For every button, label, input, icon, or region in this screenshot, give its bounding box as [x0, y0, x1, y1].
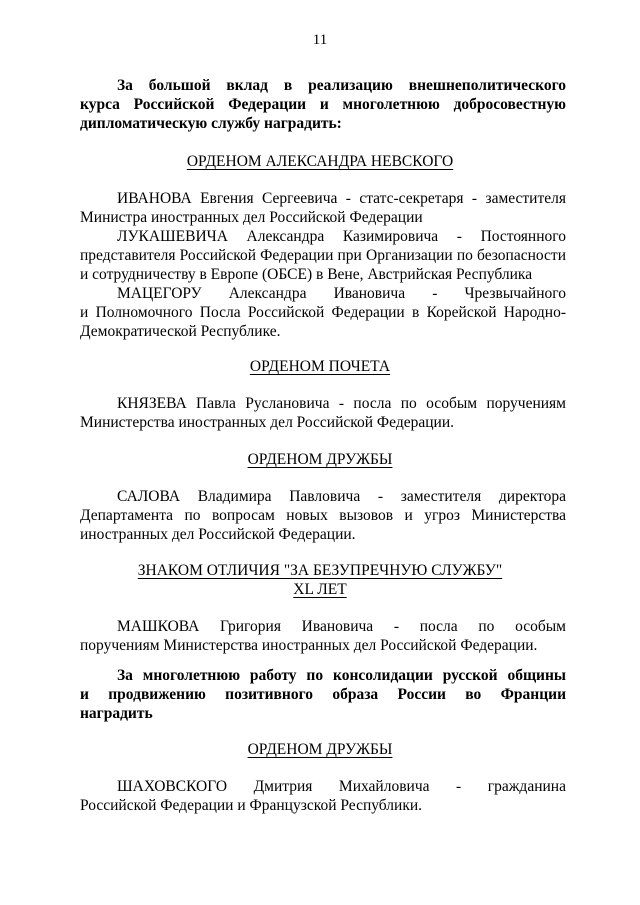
awardee-line: и сотрудничеству в Европе (ОБСЕ) в Вене, Австрийская Республика — [80, 266, 533, 283]
word: - — [432, 285, 438, 302]
awardee-line: представителя Российской Федерации при Организации по безопасности — [80, 247, 566, 264]
word: МАЦЕГОРУ — [117, 285, 202, 302]
awardee-line: Министра иностранных дел Российской Федерации — [80, 209, 423, 226]
award-intro-line: и продвижению позитивного образа России во Франции — [80, 686, 566, 703]
awardee-line: МАШКОВА Григория Ивановича - посла по особым — [117, 618, 566, 635]
awardee-line: КНЯЗЕВА Павла Руслановича - посла по особым поручениям — [117, 395, 566, 412]
page-number: 11 — [312, 32, 328, 48]
awardee-line: поручениям Министерства иностранных дел Российской Федерации. — [80, 637, 538, 654]
awardee-shakhovskoy — [80, 777, 566, 815]
word: Михайловича — [338, 778, 430, 795]
word: ШАХОВСКОГО — [117, 778, 228, 795]
award-intro — [80, 76, 566, 133]
awardee-lukashevich — [80, 227, 566, 284]
awardee-line: Российской Федерации и Французской Республики. — [80, 797, 423, 814]
awardee-knyazev — [80, 394, 566, 432]
awardee-line: иностранных дел Российской Федерации. — [80, 526, 356, 543]
awardee-line — [80, 284, 566, 303]
awardee-matsegora — [80, 284, 566, 341]
heading-order-of-friendship: ОРДЕНОМ ДРУЖБЫ — [247, 451, 393, 468]
awardee-line: и Полномочного Посла Российской Федерации в Корейской Народно- — [80, 304, 566, 321]
award-intro-2 — [80, 666, 566, 723]
word: гражданина — [487, 778, 566, 795]
word: Дмитрия — [253, 778, 313, 795]
award-intro-line: наградить — [80, 705, 153, 722]
awardee-line: ИВАНОВА Евгения Сергеевича - статс-секретаря - заместителя — [117, 190, 566, 207]
awardee-line — [80, 777, 566, 796]
awardee-line: САЛОВА Владимира Павловича - заместителя директора — [117, 488, 566, 505]
awardee-line: Министерства иностранных дел Российской Федерации. — [80, 414, 455, 431]
award-intro-line: За многолетнюю работу по консолидации русской общины — [117, 667, 566, 684]
word: Ивановича — [333, 285, 406, 302]
heading-order-of-honour: ОРДЕНОМ ПОЧЕТА — [249, 358, 391, 375]
awardee-line: ЛУКАШЕВИЧА Александра Казимировича - Постоянного — [117, 228, 566, 245]
awardee-salov — [80, 487, 566, 544]
word: - — [456, 778, 462, 795]
awardee-mashkov — [80, 617, 566, 655]
heading-badge-years: XL ЛЕТ — [293, 581, 347, 598]
heading-badge-impeccable-service: ЗНАКОМ ОТЛИЧИЯ "ЗА БЕЗУПРЕЧНУЮ СЛУЖБУ" — [137, 562, 503, 579]
heading-order-alexander-nevsky: ОРДЕНОМ АЛЕКСАНДРА НЕВСКОГО — [186, 153, 454, 170]
awardee-ivanov — [80, 189, 566, 227]
award-intro-line: За большой вклад в реализацию внешнеполитического — [117, 77, 566, 94]
awardee-line: Демократической Республике. — [80, 323, 281, 340]
award-intro-line: дипломатическую службу наградить: — [80, 115, 342, 132]
awardee-line: Департамента по вопросам новых вызовов и угроз Министерства — [80, 507, 566, 524]
word: Чрезвычайного — [464, 285, 566, 302]
word: Александра — [228, 285, 307, 302]
award-intro-line: курса Российской Федерации и многолетнюю добросовестную — [80, 96, 566, 113]
heading-order-of-friendship-2: ОРДЕНОМ ДРУЖБЫ — [247, 741, 393, 758]
